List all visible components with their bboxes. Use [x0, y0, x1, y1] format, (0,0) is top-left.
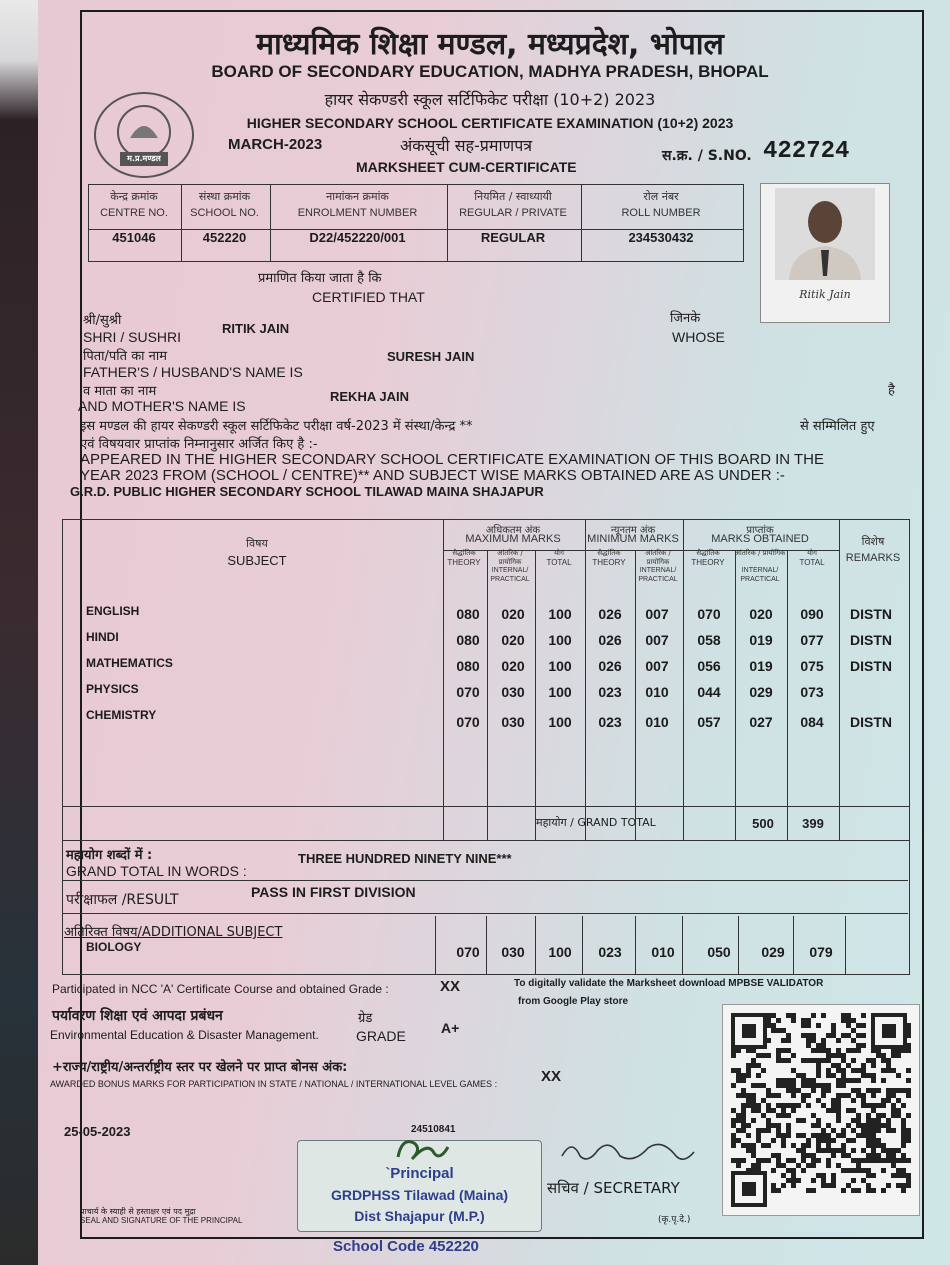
stamp-line-2: GRDPHSS Tilawad (Maina)	[330, 1187, 509, 1203]
mark-cell: 057	[697, 714, 721, 730]
remarks-header-hindi: विशेष	[861, 535, 885, 548]
subheader: TOTAL	[546, 558, 572, 567]
max-marks-header-hindi: अधिकतम अंक	[485, 525, 541, 536]
regular-private-label: REGULAR / PRIVATE	[459, 207, 567, 219]
subject-name: MATHEMATICS	[86, 656, 173, 670]
remarks-header: REMARKS	[845, 552, 901, 564]
mark-cell: 026	[598, 632, 622, 648]
additional-mark-cell: 100	[548, 944, 572, 960]
mark-cell: 080	[456, 658, 480, 674]
mark-cell: 020	[501, 658, 525, 674]
subject-header-hindi: विषय	[246, 537, 268, 550]
subject-header: SUBJECT	[227, 553, 287, 568]
regular-private-label-hindi: नियमित / स्वाध्यायी	[474, 190, 552, 203]
appeared-english-2: YEAR 2023 FROM (SCHOOL / CENTRE)** AND SUBJECT WISE MARKS OBTAINED ARE AS UNDER :-	[80, 467, 785, 484]
mother-label: AND MOTHER'S NAME IS	[78, 398, 246, 414]
additional-mark-cell: 070	[456, 944, 480, 960]
mark-cell: 056	[697, 658, 721, 674]
document-title-english: MARKSHEET CUM-CERTIFICATE	[356, 159, 577, 175]
subject-name: ENGLISH	[86, 604, 140, 618]
centre-no-label: CENTRE NO.	[100, 207, 168, 219]
kr-code: (कृ.पृ.दे.)	[658, 1215, 691, 1225]
mark-cell: 020	[749, 606, 773, 622]
words-label: GRAND TOTAL IN WORDS :	[66, 863, 247, 879]
board-title-english: BOARD OF SECONDARY EDUCATION, MADHYA PRADESH, BHOPAL	[211, 62, 769, 81]
mark-cell: 058	[697, 632, 721, 648]
bonus-label: AWARDED BONUS MARKS FOR PARTICIPATION IN STATE / NATIONAL / INTERNATIONAL LEVEL GAMES :	[50, 1079, 498, 1089]
principal-signature-icon	[392, 1133, 452, 1169]
additional-mark-cell: 079	[809, 944, 833, 960]
certified-english: CERTIFIED THAT	[312, 289, 425, 305]
regular-private-value: REGULAR	[480, 230, 546, 245]
remark-cell: DISTN	[850, 658, 892, 674]
words-label-hindi: महायोग शब्दों में :	[66, 848, 153, 863]
mark-cell: 007	[645, 606, 669, 622]
school-no-label-hindi: संस्था क्रमांक	[198, 190, 251, 203]
max-marks-header: MAXIMUM MARKS	[465, 533, 561, 545]
enrolment-label-hindi: नामांकन क्रमांक	[326, 190, 389, 203]
mark-cell: 100	[548, 632, 572, 648]
qr-code	[722, 1004, 920, 1216]
mark-cell: 073	[800, 684, 824, 700]
ncc-grade: XX	[440, 978, 461, 995]
grand-total-max: 500	[752, 816, 774, 831]
mark-cell: 023	[598, 684, 622, 700]
mark-cell: 019	[749, 632, 773, 648]
appeared-hindi-1: इस मण्डल की हायर सेकण्डरी स्कूल सर्टिफिकेट परीक्षा वर्ष-2023 में संस्था/केन्द्र **	[80, 419, 473, 434]
bonus-label-hindi: +राज्य/राष्ट्रीय/अन्तर्राष्ट्रीय स्तर पर खेलने पर प्राप्त बोनस अंक:	[52, 1060, 348, 1075]
mark-cell: 020	[501, 632, 525, 648]
appeared-hindi-1b: से सम्मिलित हुए	[800, 419, 875, 434]
school-code-stamp: School Code 452220	[333, 1238, 479, 1255]
mark-cell: 007	[645, 658, 669, 674]
appeared-hindi-2: एवं विषयवार प्राप्तांक निम्नानुसार अर्जित किए है :-	[80, 437, 318, 452]
mark-cell: 080	[456, 606, 480, 622]
principal-stamp	[297, 1140, 542, 1232]
roll-number-value: 234530432	[628, 230, 694, 245]
remark-cell: DISTN	[850, 606, 892, 622]
mark-cell: 070	[697, 606, 721, 622]
shri-label: SHRI / SUSHRI	[83, 329, 182, 345]
mark-cell: 027	[749, 714, 773, 730]
grand-total-obtained: 399	[802, 816, 824, 831]
subheader-hindi: आंतरिक / प्रायोगिक	[734, 549, 786, 557]
min-marks-header-hindi: न्यूनतम अंक	[610, 525, 656, 536]
photo-signature: Ritik Jain	[799, 288, 851, 301]
mark-cell: 080	[456, 632, 480, 648]
mark-cell: 029	[749, 684, 773, 700]
mark-cell: 026	[598, 658, 622, 674]
school-no-value: 452220	[202, 230, 247, 245]
result-value: PASS IN FIRST DIVISION	[251, 884, 416, 900]
subheader-hindi: आंतरिक / प्रायोगिक	[497, 549, 523, 566]
mark-cell: 100	[548, 658, 572, 674]
centre-no-value: 451046	[112, 230, 156, 245]
remark-cell: DISTN	[850, 714, 892, 730]
mark-cell: 007	[645, 632, 669, 648]
env-grade: A+	[441, 1020, 460, 1036]
additional-mark-cell: 023	[598, 944, 622, 960]
mother-name: REKHA JAIN	[330, 389, 409, 404]
whose-english: WHOSE	[672, 329, 725, 345]
principal-seal-label: SEAL AND SIGNATURE OF THE PRINCIPAL	[80, 1216, 243, 1225]
exam-title-english: HIGHER SECONDARY SCHOOL CERTIFICATE EXAMINATION (10+2) 2023	[246, 115, 734, 131]
subheader: TOTAL	[799, 558, 825, 567]
student-name: RITIK JAIN	[222, 321, 290, 336]
validate-text-2: from Google Play store	[518, 996, 629, 1007]
serial-number: 422724	[763, 138, 850, 165]
father-label: FATHER'S / HUSBAND'S NAME IS	[83, 364, 303, 380]
subheader-hindi: योग	[807, 549, 817, 557]
centre-no-label-hindi: केन्द्र क्रमांक	[110, 190, 158, 203]
mark-cell: 044	[697, 684, 721, 700]
additional-mark-cell: 029	[761, 944, 785, 960]
father-name: SURESH JAIN	[387, 349, 475, 364]
session: MARCH-2023	[228, 136, 323, 153]
document-code: 24510841	[411, 1124, 456, 1135]
subheader: INTERNAL/ PRACTICAL	[740, 567, 780, 583]
mark-cell: 090	[800, 606, 824, 622]
roll-number-label-hindi: रोल नंबर	[643, 190, 679, 203]
stamp-line-1: `Principal	[385, 1165, 454, 1182]
grade-label-hindi: ग्रेड	[358, 1011, 373, 1026]
subheader: THEORY	[592, 558, 626, 567]
subject-name: CHEMISTRY	[86, 708, 157, 722]
school-no-label: SCHOOL NO.	[190, 207, 259, 219]
seal-text: म.प्र.मण्डल	[127, 154, 161, 163]
school-name: G.R.D. PUBLIC HIGHER SECONDARY SCHOOL TILAWAD MAINA SHAJAPUR	[70, 484, 544, 499]
additional-mark-cell: 050	[707, 944, 731, 960]
stamp-line-3: Dist Shajapur (M.P.)	[354, 1208, 485, 1224]
mark-cell: 030	[501, 714, 525, 730]
mark-cell: 010	[645, 684, 669, 700]
mark-cell: 070	[456, 714, 480, 730]
additional-mark-cell: 010	[651, 944, 675, 960]
env-label-hindi: पर्यावरण शिक्षा एवं आपदा प्रबंधन	[52, 1008, 223, 1024]
subheader: THEORY	[691, 558, 725, 567]
min-marks-header: MINIMUM MARKS	[587, 533, 679, 545]
certified-hindi: प्रमाणित किया जाता है कि	[258, 271, 382, 286]
remark-cell: DISTN	[850, 632, 892, 648]
additional-subject-name: BIOLOGY	[86, 940, 142, 954]
ncc-text: Participated in NCC 'A' Certificate Course and obtained Grade :	[52, 982, 389, 996]
father-label-hindi: पिता/पति का नाम	[83, 349, 168, 364]
document-title-hindi: अंकसूची सह-प्रमाणपत्र	[400, 136, 533, 155]
obtained-header: MARKS OBTAINED	[711, 533, 809, 545]
mark-cell: 100	[548, 684, 572, 700]
issue-date: 25-05-2023	[64, 1124, 131, 1139]
subheader-hindi: सैद्धांतिक	[696, 549, 720, 557]
mark-cell: 100	[548, 606, 572, 622]
secretary-signature-icon	[558, 1134, 698, 1174]
grade-label: GRADE	[356, 1028, 406, 1044]
total-in-words: THREE HUNDRED NINETY NINE***	[298, 851, 512, 866]
mark-cell: 030	[501, 684, 525, 700]
exam-title-hindi: हायर सेकण्डरी स्कूल सर्टिफिकेट परीक्षा (10+2) 2023	[324, 90, 656, 109]
mark-cell: 100	[548, 714, 572, 730]
subheader: THEORY	[447, 558, 481, 567]
secretary-label: सचिव / SECRETARY	[547, 1179, 680, 1197]
obtained-header-hindi: प्राप्तांक	[746, 525, 774, 536]
serial-label: स.क्र. / S.NO.	[662, 148, 752, 164]
env-label: Environmental Education & Disaster Management.	[50, 1028, 319, 1042]
grand-total-label: महायोग / GRAND TOTAL	[536, 816, 656, 829]
mark-cell: 020	[501, 606, 525, 622]
mark-cell: 010	[645, 714, 669, 730]
principal-seal-hindi: प्राचार्य के स्याही से हस्ताक्षर एवं पद मुद्रा	[80, 1207, 196, 1216]
mother-label-hindi: व माता का नाम	[83, 384, 157, 399]
appeared-english-1: APPEARED IN THE HIGHER SECONDARY SCHOOL CERTIFICATE EXAMINATION OF THIS BOARD IN THE	[80, 451, 825, 468]
mark-cell: 019	[749, 658, 773, 674]
subheader: INTERNAL/ PRACTICAL	[490, 567, 530, 583]
enrolment-value: D22/452220/001	[309, 230, 406, 245]
additional-mark-cell: 030	[501, 944, 525, 960]
hai-text: है	[888, 383, 895, 398]
subheader-hindi: सैद्धांतिक	[452, 549, 476, 557]
enrolment-label: ENROLMENT NUMBER	[297, 207, 418, 219]
validate-text-1: To digitally validate the Marksheet download MPBSE VALIDATOR	[514, 978, 824, 989]
subject-name: HINDI	[86, 630, 119, 644]
mark-cell: 075	[800, 658, 824, 674]
student-photo	[760, 183, 890, 323]
mark-cell: 077	[800, 632, 824, 648]
mark-cell: 084	[800, 714, 824, 730]
roll-number-label: ROLL NUMBER	[621, 207, 701, 219]
mark-cell: 026	[598, 606, 622, 622]
subheader-hindi: आंतरिक / प्रायोगिक	[645, 549, 671, 566]
subheader-hindi: योग	[554, 549, 564, 557]
shri-label-hindi: श्री/सुश्री	[83, 313, 122, 328]
bonus-value: XX	[541, 1068, 562, 1085]
whose-hindi: जिनके	[670, 311, 701, 326]
mark-cell: 023	[598, 714, 622, 730]
subheader-hindi: सैद्धांतिक	[597, 549, 621, 557]
subheader: INTERNAL/ PRACTICAL	[638, 567, 678, 583]
additional-subject-label: अतिरिक्त विषय/ADDITIONAL SUBJECT	[64, 925, 283, 940]
board-title-hindi: माध्यमिक शिक्षा मण्डल, मध्यप्रदेश, भोपाल	[256, 27, 724, 62]
mark-cell: 070	[456, 684, 480, 700]
subject-name: PHYSICS	[86, 682, 139, 696]
result-label: परीक्षाफल /RESULT	[66, 892, 179, 908]
